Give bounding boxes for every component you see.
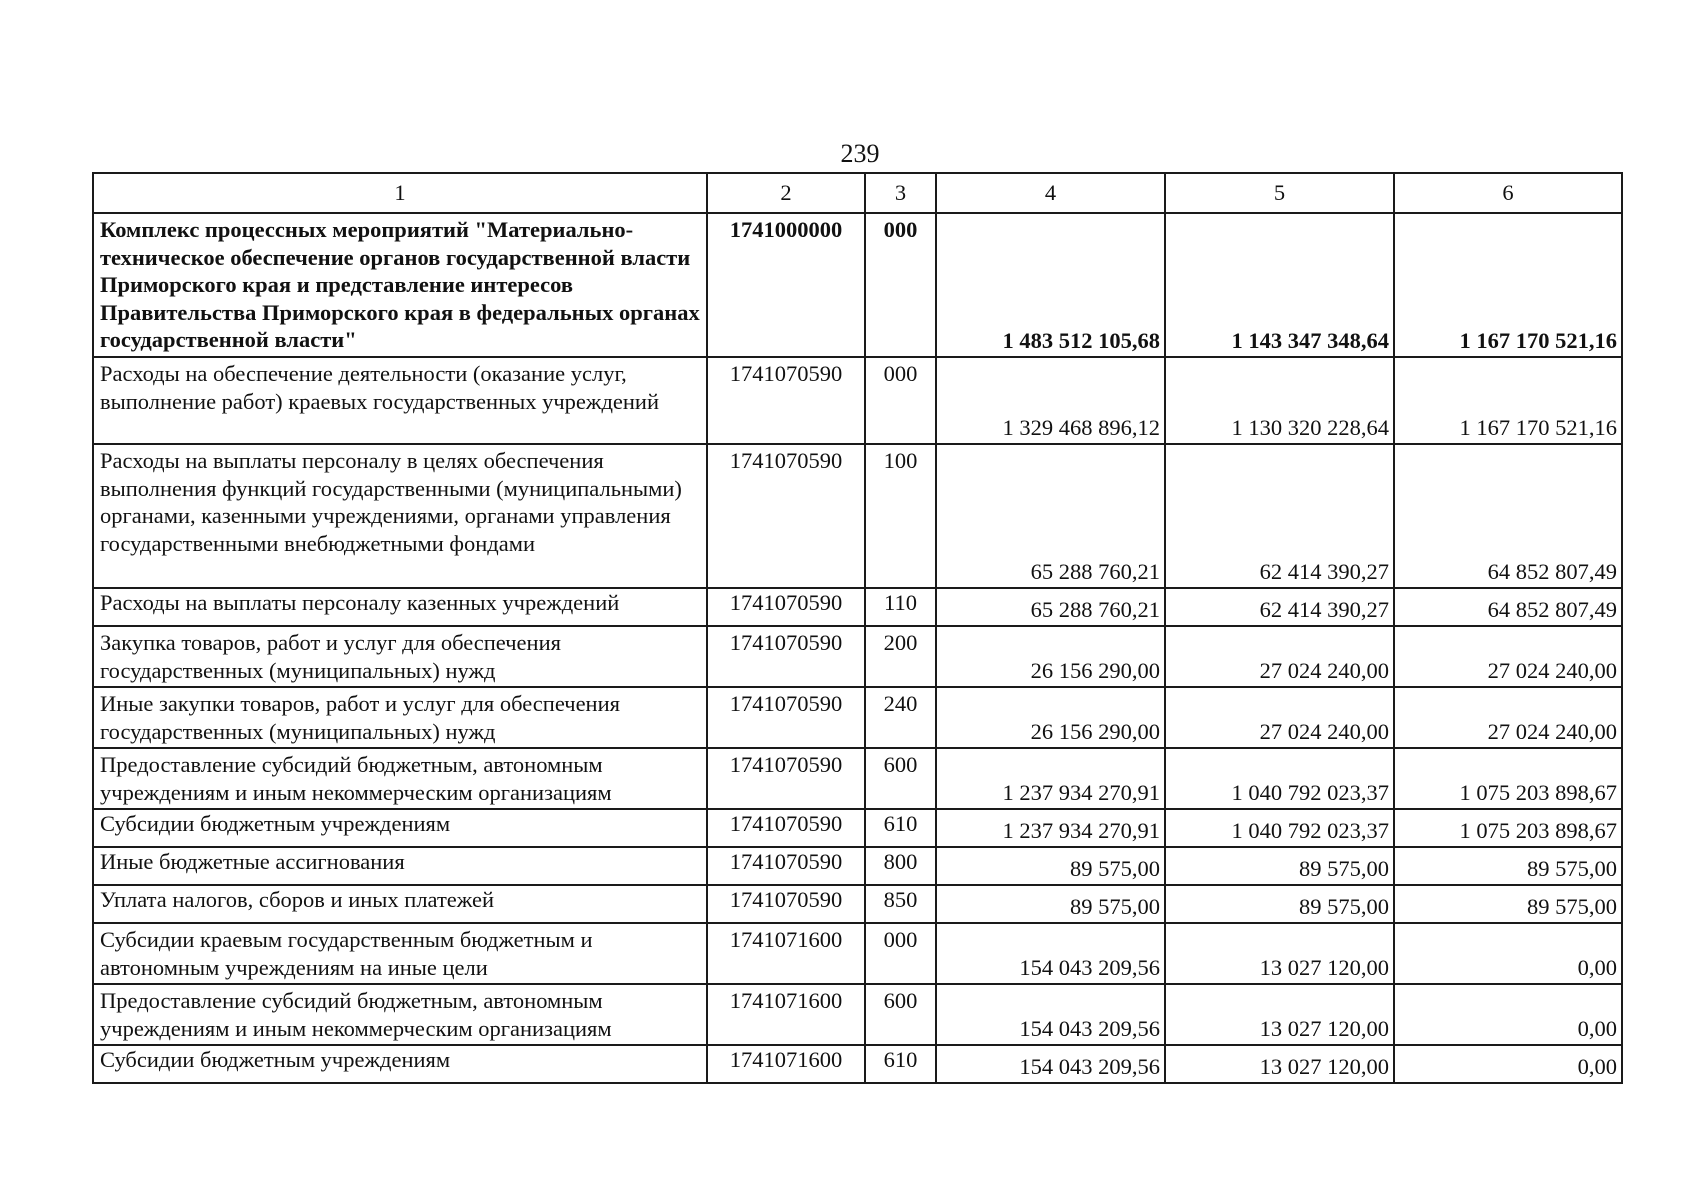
expense-type-cell: 610 (865, 1045, 936, 1083)
amount-col5-cell: 62 414 390,27 (1165, 444, 1394, 588)
column-header-1: 1 (93, 173, 707, 213)
target-code-cell: 1741071600 (707, 984, 865, 1045)
amount-col6-cell: 1 075 203 898,67 (1394, 809, 1622, 847)
expense-name-cell: Уплата налогов, сборов и иных платежей (93, 885, 707, 923)
column-header-4: 4 (936, 173, 1165, 213)
expense-type-cell: 000 (865, 357, 936, 444)
amount-col4-cell: 154 043 209,56 (936, 984, 1165, 1045)
expense-type-cell: 610 (865, 809, 936, 847)
amount-col6-cell: 1 167 170 521,16 (1394, 213, 1622, 357)
table-body (93, 173, 1622, 1083)
amount-col4-cell: 154 043 209,56 (936, 1045, 1165, 1083)
budget-table (92, 172, 1623, 1084)
column-header-3: 3 (865, 173, 936, 213)
expense-type-cell: 000 (865, 213, 936, 357)
amount-col4-cell: 65 288 760,21 (936, 588, 1165, 626)
amount-col6-cell: 64 852 807,49 (1394, 588, 1622, 626)
table-row (93, 357, 1622, 444)
table-row (93, 847, 1622, 885)
amount-col6-cell: 64 852 807,49 (1394, 444, 1622, 588)
expense-name-cell: Расходы на обеспечение деятельности (оказание услуг, выполнение работ) краевых государственных учреждений (93, 357, 707, 444)
expense-type-cell: 200 (865, 626, 936, 687)
expense-type-cell: 100 (865, 444, 936, 588)
amount-col4-cell: 154 043 209,56 (936, 923, 1165, 984)
expense-type-cell: 110 (865, 588, 936, 626)
amount-col5-cell: 13 027 120,00 (1165, 923, 1394, 984)
amount-col6-cell: 0,00 (1394, 984, 1622, 1045)
target-code-cell: 1741070590 (707, 885, 865, 923)
expense-name-cell: Предоставление субсидий бюджетным, автономным учреждениям и иным некоммерческим организациям (93, 748, 707, 809)
expense-name-cell: Субсидии бюджетным учреждениям (93, 809, 707, 847)
amount-col5-cell: 27 024 240,00 (1165, 687, 1394, 748)
table-row (93, 984, 1622, 1045)
column-header-2: 2 (707, 173, 865, 213)
table-row (93, 444, 1622, 588)
target-code-cell: 1741070590 (707, 444, 865, 588)
table-row (93, 748, 1622, 809)
amount-col4-cell: 1 237 934 270,91 (936, 809, 1165, 847)
table-row (93, 626, 1622, 687)
expense-name-cell: Предоставление субсидий бюджетным, автономным учреждениям и иным некоммерческим организациям (93, 984, 707, 1045)
table-row (93, 687, 1622, 748)
amount-col6-cell: 89 575,00 (1394, 885, 1622, 923)
amount-col5-cell: 13 027 120,00 (1165, 1045, 1394, 1083)
target-code-cell: 1741000000 (707, 213, 865, 357)
column-number-header-row (93, 173, 1622, 213)
expense-name-cell: Субсидии бюджетным учреждениям (93, 1045, 707, 1083)
expense-type-cell: 850 (865, 885, 936, 923)
amount-col4-cell: 26 156 290,00 (936, 687, 1165, 748)
table-row (93, 1045, 1622, 1083)
expense-name-cell: Расходы на выплаты персоналу казенных учреждений (93, 588, 707, 626)
amount-col6-cell: 27 024 240,00 (1394, 626, 1622, 687)
amount-col5-cell: 89 575,00 (1165, 885, 1394, 923)
target-code-cell: 1741070590 (707, 357, 865, 444)
expense-name-cell: Иные бюджетные ассигнования (93, 847, 707, 885)
amount-col4-cell: 26 156 290,00 (936, 626, 1165, 687)
amount-col5-cell: 13 027 120,00 (1165, 984, 1394, 1045)
target-code-cell: 1741070590 (707, 626, 865, 687)
amount-col6-cell: 27 024 240,00 (1394, 687, 1622, 748)
amount-col5-cell: 1 130 320 228,64 (1165, 357, 1394, 444)
amount-col5-cell: 89 575,00 (1165, 847, 1394, 885)
expense-name-cell: Иные закупки товаров, работ и услуг для обеспечения государственных (муниципальных) нужд (93, 687, 707, 748)
table-row (93, 885, 1622, 923)
expense-name-cell: Расходы на выплаты персоналу в целях обеспечения выполнения функций государственными (муниципальными) органами, казенными учреждениями, органами управления государственными внебюджетными фондами (93, 444, 707, 588)
table-row (93, 588, 1622, 626)
amount-col4-cell: 1 237 934 270,91 (936, 748, 1165, 809)
amount-col4-cell: 1 483 512 105,68 (936, 213, 1165, 357)
amount-col6-cell: 1 167 170 521,16 (1394, 357, 1622, 444)
amount-col6-cell: 0,00 (1394, 1045, 1622, 1083)
expense-name-cell: Комплекс процессных мероприятий "Материально-техническое обеспечение органов государственной власти Приморского края и представление интересов Правительства Приморского края в федеральных органах государственной власти" (93, 213, 707, 357)
amount-col4-cell: 65 288 760,21 (936, 444, 1165, 588)
amount-col5-cell: 27 024 240,00 (1165, 626, 1394, 687)
expense-type-cell: 600 (865, 748, 936, 809)
target-code-cell: 1741071600 (707, 923, 865, 984)
page-number: 239 (840, 139, 880, 168)
amount-col4-cell: 89 575,00 (936, 885, 1165, 923)
table-row (93, 213, 1622, 357)
expense-type-cell: 800 (865, 847, 936, 885)
expense-name-cell: Закупка товаров, работ и услуг для обеспечения государственных (муниципальных) нужд (93, 626, 707, 687)
amount-col4-cell: 1 329 468 896,12 (936, 357, 1165, 444)
target-code-cell: 1741070590 (707, 687, 865, 748)
amount-col6-cell: 89 575,00 (1394, 847, 1622, 885)
amount-col5-cell: 1 040 792 023,37 (1165, 748, 1394, 809)
column-header-6: 6 (1394, 173, 1622, 213)
target-code-cell: 1741070590 (707, 748, 865, 809)
amount-col5-cell: 62 414 390,27 (1165, 588, 1394, 626)
target-code-cell: 1741070590 (707, 809, 865, 847)
table-row (93, 809, 1622, 847)
amount-col4-cell: 89 575,00 (936, 847, 1165, 885)
column-header-5: 5 (1165, 173, 1394, 213)
table-row (93, 923, 1622, 984)
expense-type-cell: 240 (865, 687, 936, 748)
target-code-cell: 1741071600 (707, 1045, 865, 1083)
expense-type-cell: 600 (865, 984, 936, 1045)
expense-type-cell: 000 (865, 923, 936, 984)
target-code-cell: 1741070590 (707, 847, 865, 885)
amount-col6-cell: 0,00 (1394, 923, 1622, 984)
amount-col6-cell: 1 075 203 898,67 (1394, 748, 1622, 809)
amount-col5-cell: 1 040 792 023,37 (1165, 809, 1394, 847)
target-code-cell: 1741070590 (707, 588, 865, 626)
expense-name-cell: Субсидии краевым государственным бюджетным и автономным учреждениям на иные цели (93, 923, 707, 984)
amount-col5-cell: 1 143 347 348,64 (1165, 213, 1394, 357)
